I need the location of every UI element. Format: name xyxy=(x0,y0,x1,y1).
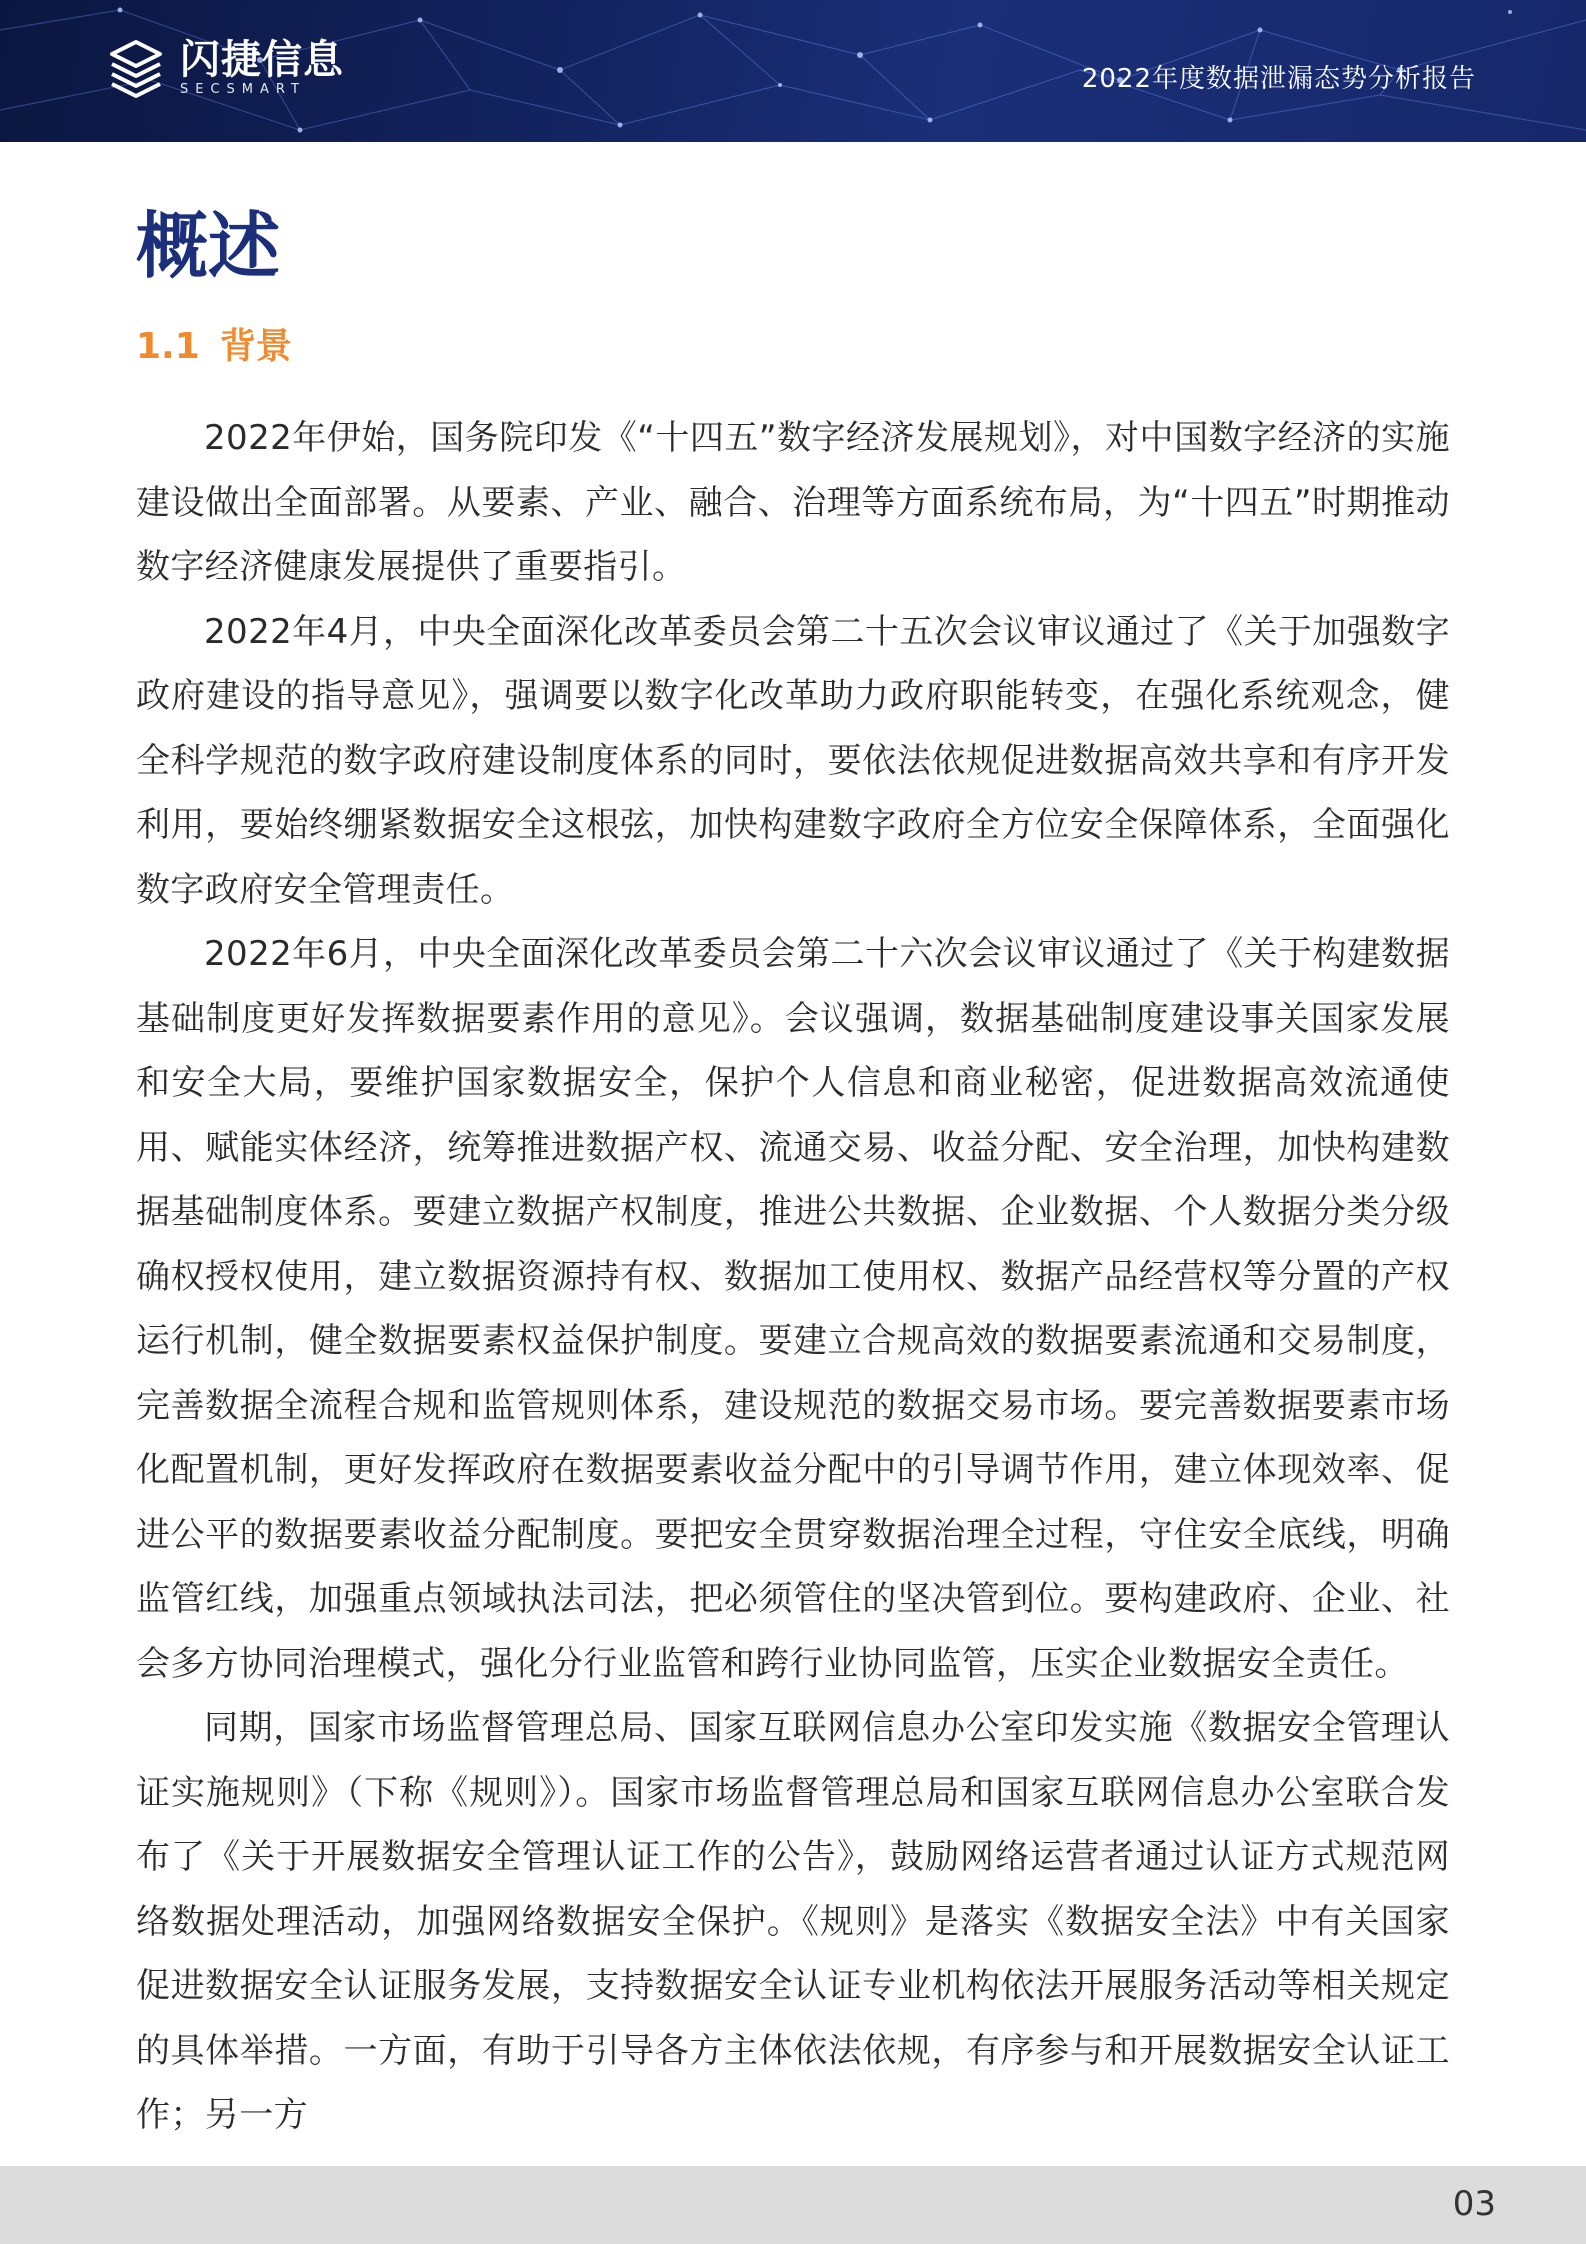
paragraph: 同期，国家市场监督管理总局、国家互联网信息办公室印发实施《数据安全管理认证实施规则》（下称《规则》）。国家市场监督管理总局和国家互联网信息办公室联合发布了《关于开展数据安全管理认证工作的公告》，鼓励网络运营者通过认证方式规范网络数据处理活动，加强网络数据安全保护。《规则》是落实《数据安全法》中有关国家促进数据安全认证服务发展，支持数据安全认证专业机构依法开展服务活动等相关规定的具体举措。一方面，有助于引导各方主体依法依规，有序参与和开展数据安全认证工作；另一方 xyxy=(136,1708,1450,2135)
body-text xyxy=(136,406,1450,2148)
header-banner xyxy=(0,0,1586,142)
section-heading xyxy=(136,323,292,371)
logo-english-name: SECSMART xyxy=(180,82,306,97)
company-logo xyxy=(104,36,344,100)
paragraph: 2022年4月，中央全面深化改革委员会第二十五次会议审议通过了《关于加强数字政府建设的指导意见》，强调要以数字化改革助力政府职能转变，在强化系统观念，健全科学规范的数字政府建设制度体系的同时，要依法依规促进数据高效共享和有序开发利用，要始终绷紧数据安全这根弦，加快构建数字政府全方位安全保障体系，全面强化数字政府安全管理责任。 xyxy=(136,611,1450,910)
paragraph: 2022年6月，中央全面深化改革委员会第二十六次会议审议通过了《关于构建数据基础制度更好发挥数据要素作用的意见》。会议强调，数据基础制度建设事关国家发展和安全大局，要维护国家数据安全，保护个人信息和商业秘密，促进数据高效流通使用、赋能实体经济，统筹推进数据产权、流通交易、收益分配、安全治理，加快构建数据基础制度体系。要建立数据产权制度，推进公共数据、企业数据、个人数据分类分级确权授权使用，建立数据资源持有权、数据加工使用权、数据产品经营权等分置的产权运行机制，健全数据要素权益保护制度。要建立合规高效的数据要素流通和交易制度，完善数据全流程合规和监管规则体系，建设规范的数据交易市场。要完善数据要素市场化配置机制，更好发挥政府在数据要素收益分配中的引导调节作用，建立体现效率、促进公平的数据要素收益分配制度。要把安全贯穿数据治理全过程，守住安全底线，明确监管红线，加强重点领域执法司法，把必须管住的坚决管到位。要构建政府、企业、社会多方协同治理模式，强化分行业监管和跨行业协同监管，压实企业数据安全责任。 xyxy=(136,934,1450,1684)
section-title: 背景 xyxy=(219,326,292,367)
page-number: 03 xyxy=(1452,2184,1496,2224)
section-number: 1.1 xyxy=(136,326,200,367)
paragraph: 2022年伊始，国务院印发《“十四五”数字经济发展规划》，对中国数字经济的实施建设做出全面部署。从要素、产业、融合、治理等方面系统布局，为“十四五”时期推动数字经济健康发展提供了重要指引。 xyxy=(136,418,1450,587)
logo-chinese-name: 闪捷信息 xyxy=(180,37,344,83)
page-title: 概述 xyxy=(136,204,281,288)
report-title: 2022年度数据泄漏态势分析报告 xyxy=(1081,64,1476,94)
logo-cube-icon xyxy=(104,36,168,100)
footer-bar xyxy=(0,2166,1586,2244)
